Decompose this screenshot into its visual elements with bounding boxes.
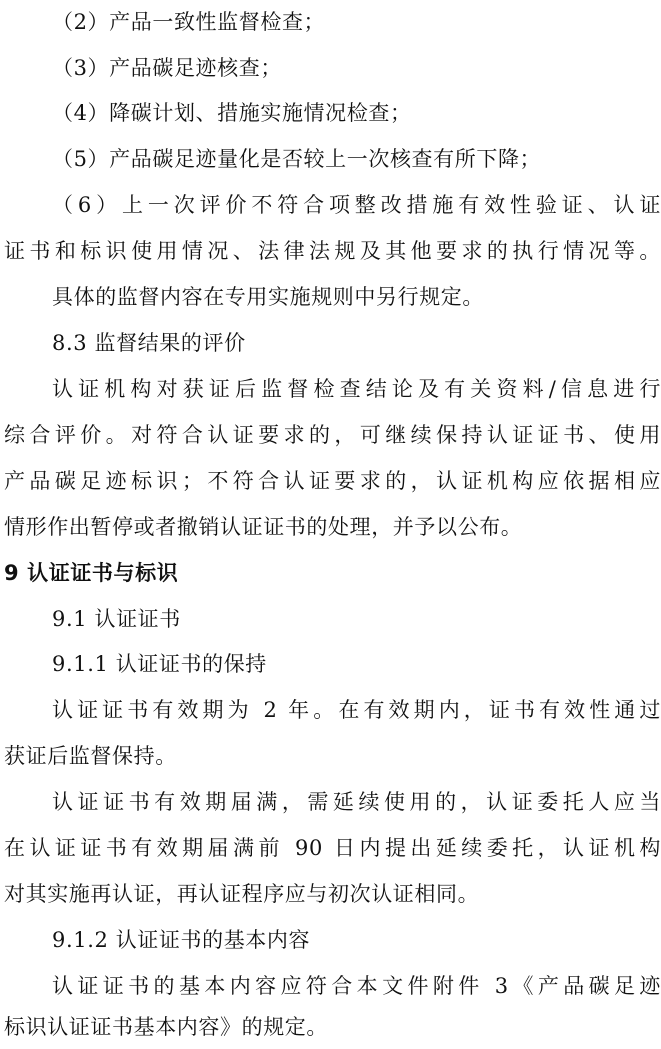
list-item-3: （3）产品碳足迹核查； [52, 56, 282, 80]
section-8-3-paragraph-line-3: 产品碳足迹标识；不符合认证要求的，认证机构应依据相应 [4, 469, 661, 493]
section-9-1-1-paragraph-2-line-3: 对其实施再认证，再认证程序应与初次认证相同。 [4, 882, 480, 906]
list-item-2: （2）产品一致性监督检查； [52, 10, 326, 34]
section-9-heading: 9 认证证书与标识 [4, 561, 179, 585]
section-8-3-paragraph-line-4: 情形作出暂停或者撤销认证证书的处理，并予以公布。 [4, 515, 523, 539]
section-9-1-title: 9.1 认证证书 [52, 607, 181, 631]
section-9-1-2-paragraph-line-2: 标识认证证书基本内容》的规定。 [4, 1015, 328, 1039]
list-item-5: （5）产品碳足迹量化是否较上一次核查有所下降； [52, 147, 542, 171]
monitor-note: 具体的监督内容在专用实施规则中另行规定。 [52, 285, 484, 309]
section-9-1-1-title: 9.1.1 认证证书的保持 [52, 652, 267, 676]
section-8-3-paragraph-line-1: 认证机构对获证后监督检查结论及有关资料/信息进行 [52, 377, 661, 401]
section-9-1-1-paragraph-1-line-2: 获证后监督保持。 [4, 744, 177, 768]
section-8-3-paragraph-line-2: 综合评价。对符合认证要求的，可继续保持认证证书、使用 [4, 423, 661, 447]
section-9-1-1-paragraph-1-line-1: 认证证书有效期为 2 年。在有效期内，证书有效性通过 [52, 698, 661, 722]
section-9-1-1-paragraph-2-line-1: 认证证书有效期届满，需延续使用的，认证委托人应当 [52, 790, 661, 814]
list-item-6-line-1: （6）上一次评价不符合项整改措施有效性验证、认证 [52, 193, 661, 217]
section-8-3-title: 8.3 监督结果的评价 [52, 331, 246, 355]
section-9-1-2-paragraph-line-1: 认证证书的基本内容应符合本文件附件 3《产品碳足迹 [52, 974, 661, 998]
section-9-1-1-paragraph-2-line-2: 在认证证书有效期届满前 90 日内提出延续委托，认证机构 [4, 836, 661, 860]
list-item-4: （4）降碳计划、措施实施情况检查； [52, 101, 412, 125]
list-item-6-line-2: 证书和标识使用情况、法律法规及其他要求的执行情况等。 [4, 239, 661, 263]
section-9-1-2-title: 9.1.2 认证证书的基本内容 [52, 928, 311, 952]
